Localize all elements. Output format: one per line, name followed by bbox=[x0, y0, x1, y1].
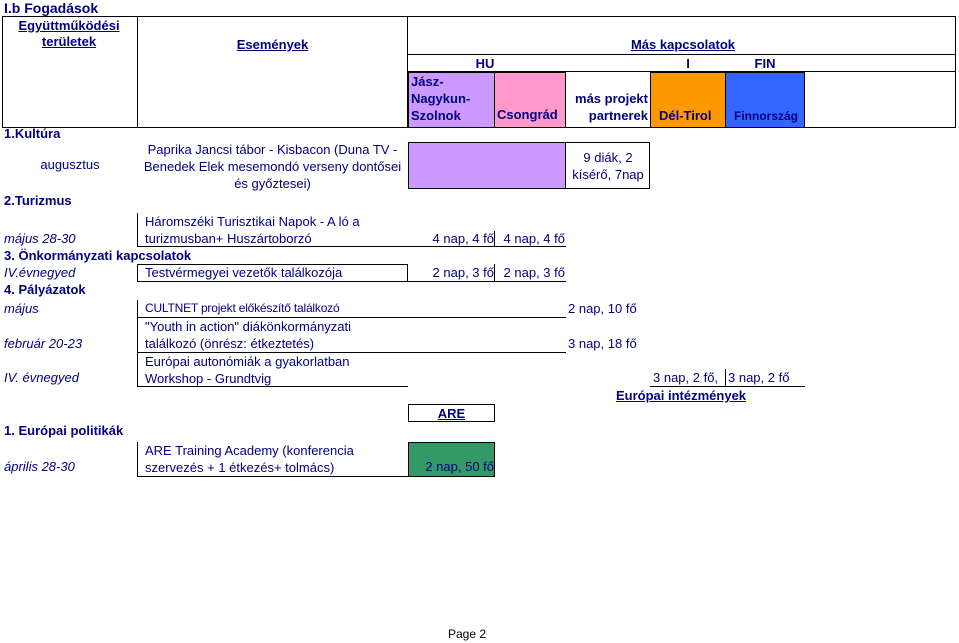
header-cooperation-line1: Együttműködési bbox=[18, 18, 120, 33]
section-europai-intezmenyek: Európai intézmények bbox=[616, 388, 747, 403]
r4-time: május bbox=[4, 301, 39, 316]
header-cooperation-line2: területek bbox=[41, 34, 97, 49]
r7-event: ARE Training Academy (konferencia szervezés + 1 étkezés+ tolmács) bbox=[145, 443, 354, 475]
section-palyazatok: 4. Pályázatok bbox=[4, 282, 86, 297]
header-finnorszag: Finnország bbox=[734, 109, 799, 123]
r1-mas: 9 diák, 2 kísérő, 7nap bbox=[572, 150, 644, 182]
r5-mas: 3 nap, 18 fő bbox=[568, 336, 637, 351]
r2-time: május 28-30 bbox=[4, 231, 76, 246]
header-fin: FIN bbox=[754, 56, 776, 71]
header-other: Más kapcsolatok bbox=[630, 37, 736, 52]
r3-time: IV.évnegyed bbox=[4, 265, 76, 280]
r2-jasz: 4 nap, 4 fő bbox=[432, 231, 494, 246]
r1-jasz-bar bbox=[408, 142, 566, 189]
page-title: I.b Fogadások bbox=[4, 0, 99, 16]
r6-event: Európai autonómiák a gyakorlatban Workshop - Grundtvig bbox=[145, 354, 350, 386]
r6-del-tirol: 3 nap, 2 fő, bbox=[653, 370, 719, 385]
r1-event: Paprika Jancsi tábor - Kisbacon (Duna TV - Benedek Elek mesemondó verseny dontősei és győztesei) bbox=[143, 142, 402, 191]
section-europai-politikak: 1. Európai politikák bbox=[4, 423, 124, 438]
header-cooperation bbox=[4, 18, 134, 50]
r7-jasz: 2 nap, 50 fő bbox=[425, 459, 494, 474]
r5-time: február 20-23 bbox=[4, 336, 83, 351]
header-del-tirol: Dél-Tirol bbox=[659, 108, 712, 123]
header-csongrad: Csongrád bbox=[497, 107, 558, 122]
r3-csongrad: 2 nap, 3 fő bbox=[503, 265, 565, 280]
r2-event: Háromszéki Turisztikai Napok - A ló a turizmusban+ Huszártoborzó bbox=[145, 214, 360, 246]
r1-time: augusztus bbox=[40, 157, 100, 172]
r4-event: CULTNET projekt előkészítő találkozó bbox=[145, 301, 340, 315]
header-i: I bbox=[686, 56, 690, 71]
r4-mas: 2 nap, 10 fő bbox=[568, 301, 637, 316]
r6-fin: 3 nap, 2 fő bbox=[728, 370, 790, 385]
section-onkormanyzati: 3. Önkormányzati kapcsolatok bbox=[4, 248, 192, 263]
r3-event: Testvérmegyei vezetők találkozója bbox=[145, 265, 343, 280]
are-header: ARE bbox=[437, 406, 466, 421]
r6-time: IV. évnegyed bbox=[4, 370, 79, 385]
r7-time: április 28-30 bbox=[4, 459, 75, 474]
header-mas-projekt: más projekt partnerek bbox=[575, 91, 648, 123]
header-hu: HU bbox=[475, 56, 495, 71]
header-events: Események bbox=[236, 37, 309, 52]
section-turizmus: 2.Turizmus bbox=[4, 193, 72, 208]
section-kultura: 1.Kultúra bbox=[4, 126, 61, 141]
r3-jasz: 2 nap, 3 fő bbox=[432, 265, 494, 280]
header-jasz: Jász- Nagykun- Szolnok bbox=[411, 74, 471, 123]
page-number: Page 2 bbox=[448, 627, 487, 641]
r2-csongrad: 4 nap, 4 fő bbox=[503, 231, 565, 246]
r5-event: "Youth in action" diákönkormányzati találkozó (önrész: étkeztetés) bbox=[145, 319, 352, 351]
